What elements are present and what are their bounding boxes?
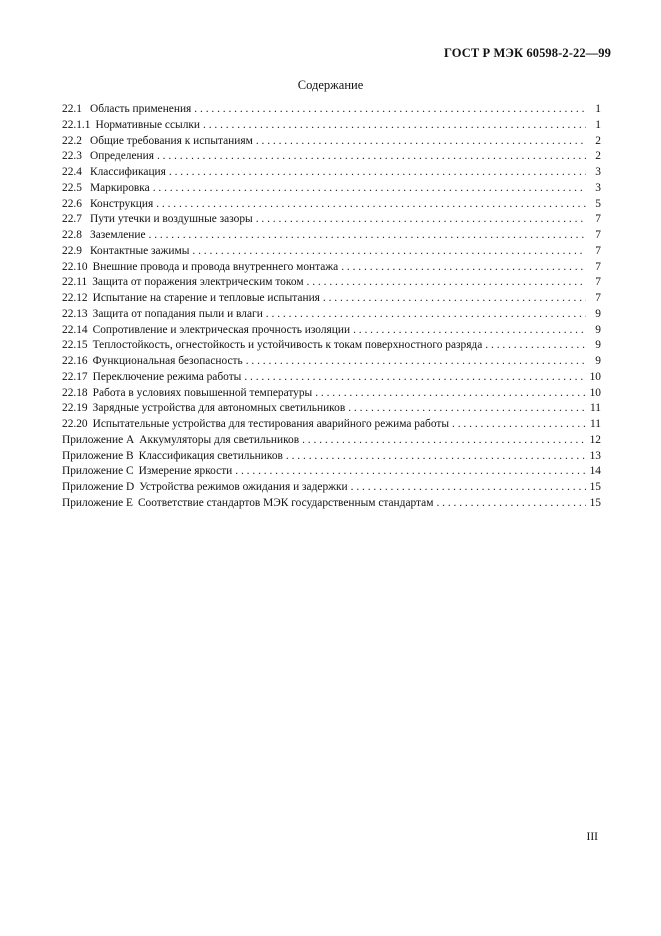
toc-dot-leader bbox=[256, 212, 586, 228]
toc-entry bbox=[62, 260, 601, 276]
toc-entry-title: Испытание на старение и тепловые испытания bbox=[92, 292, 320, 304]
toc-dot-leader bbox=[485, 338, 586, 354]
toc-entry bbox=[62, 197, 601, 213]
toc-dot-leader bbox=[302, 433, 586, 449]
toc-entry-number: 22.17 bbox=[62, 370, 88, 383]
toc-dot-leader bbox=[256, 134, 586, 150]
toc-entry-title: Пути утечки и воздушные зазоры bbox=[90, 213, 253, 226]
toc-dot-leader bbox=[157, 149, 586, 165]
toc-entry-title: Измерение яркости bbox=[138, 465, 233, 478]
toc-entry-title: Теплостойкость, огнестойкость и устойчивость к токам поверхностного разряда bbox=[92, 339, 483, 352]
toc-entry-page: 11 bbox=[590, 402, 601, 415]
toc-dot-leader bbox=[235, 464, 586, 480]
toc-entry-number: 22.3 bbox=[62, 150, 82, 163]
toc-entry-title: Маркировка bbox=[90, 181, 150, 194]
toc-entry-title: Переключение режима работы bbox=[92, 370, 242, 383]
toc-entry-page: 7 bbox=[595, 229, 601, 241]
toc-entry-page: 13 bbox=[589, 449, 601, 462]
toc-dot-leader bbox=[348, 401, 586, 417]
toc-entry-title: Внешние провода и провода внутреннего монтажа bbox=[92, 260, 339, 273]
toc-entry-number: 22.1 bbox=[62, 103, 82, 115]
toc-entry-page: 9 bbox=[595, 339, 601, 352]
toc-entry-number: 22.2 bbox=[62, 134, 82, 147]
toc-dot-leader bbox=[169, 165, 586, 181]
toc-entry-number: 22.19 bbox=[62, 402, 88, 415]
toc-entry-number: Приложение В bbox=[62, 449, 134, 462]
toc-entry-page: 3 bbox=[595, 166, 601, 178]
toc-entry-title: Защита от поражения электрическим током bbox=[92, 276, 304, 289]
toc-entry-number: 22.7 bbox=[62, 213, 82, 226]
toc-entry-page: 1 bbox=[595, 118, 601, 131]
toc-dot-leader bbox=[341, 260, 586, 276]
toc-entry-number: 22.4 bbox=[62, 166, 82, 178]
toc-entry-page: 3 bbox=[595, 181, 601, 194]
toc-entry-page: 7 bbox=[595, 244, 601, 257]
toc-entry-title: Классификация bbox=[90, 166, 166, 178]
toc-entry-title: Функциональная безопасность bbox=[92, 355, 243, 367]
toc-entry-title: Определения bbox=[90, 150, 154, 163]
toc-dot-leader bbox=[149, 228, 586, 244]
toc-entry bbox=[62, 464, 601, 480]
toc-entry-page: 15 bbox=[589, 481, 601, 493]
toc-entry-number: 22.5 bbox=[62, 181, 82, 194]
toc-entry bbox=[62, 228, 601, 244]
toc-entry-page: 5 bbox=[595, 197, 601, 210]
toc-entry-title: Классификация светильников bbox=[138, 449, 283, 462]
toc-entry-number: 22.8 bbox=[62, 229, 82, 241]
toc-entry-title: Испытательные устройства для тестирования аварийного режима работы bbox=[92, 418, 450, 430]
toc-entry-page: 9 bbox=[595, 307, 601, 320]
toc-entry-page: 15 bbox=[589, 496, 601, 509]
toc-dot-leader bbox=[153, 181, 586, 197]
toc-entry-page: 14 bbox=[589, 465, 601, 478]
toc-dot-leader bbox=[192, 244, 586, 260]
toc-dot-leader bbox=[156, 197, 586, 213]
toc-entry-page: 11 bbox=[590, 418, 601, 430]
toc-entry-page: 10 bbox=[589, 370, 601, 383]
toc-entry bbox=[62, 496, 601, 512]
toc-entry-number: 22.14 bbox=[62, 323, 88, 336]
toc-entry-page: 7 bbox=[595, 292, 601, 304]
toc-entry bbox=[62, 307, 601, 323]
toc-dot-leader bbox=[246, 354, 586, 370]
toc-entry-title: Конструкция bbox=[90, 197, 154, 210]
toc-entry-page: 12 bbox=[589, 433, 601, 446]
toc-entry-number: 22.15 bbox=[62, 339, 88, 352]
toc-entry-page: 1 bbox=[595, 103, 601, 115]
toc-entry bbox=[62, 181, 601, 197]
toc-entry-title: Аккумуляторы для светильников bbox=[139, 433, 300, 446]
toc-entry-title: Работа в условиях повышенной температуры bbox=[92, 386, 313, 399]
toc-entry bbox=[62, 480, 601, 496]
toc-entry-title: Защита от попадания пыли и влаги bbox=[92, 307, 263, 320]
toc-entry bbox=[62, 134, 601, 150]
toc-entry bbox=[62, 102, 601, 118]
toc-entry bbox=[62, 323, 601, 339]
toc-entry bbox=[62, 338, 601, 354]
toc-entry-page: 7 bbox=[595, 260, 601, 273]
toc-entry bbox=[62, 275, 601, 291]
toc-entry-page: 2 bbox=[595, 134, 601, 147]
toc-entry-number: 22.12 bbox=[62, 292, 88, 304]
toc-entry-number: 22.10 bbox=[62, 260, 88, 273]
toc-entry-number: 22.13 bbox=[62, 307, 88, 320]
toc-entry-number: 22.20 bbox=[62, 418, 88, 430]
toc-entry bbox=[62, 291, 601, 307]
toc-entry-number: 22.18 bbox=[62, 386, 88, 399]
toc-entry-page: 7 bbox=[595, 276, 601, 289]
toc-entry-number: Приложение D bbox=[62, 481, 135, 493]
document-header-standard: ГОСТ Р МЭК 60598-2-22—99 bbox=[444, 46, 611, 60]
toc-dot-leader bbox=[436, 496, 586, 512]
toc-entry-title: Нормативные ссылки bbox=[95, 118, 201, 131]
toc-entry bbox=[62, 118, 601, 134]
toc-dot-leader bbox=[323, 291, 586, 307]
toc-dot-leader bbox=[266, 307, 586, 323]
toc-entry bbox=[62, 417, 601, 433]
toc-entry bbox=[62, 165, 601, 181]
toc-entry-number: 22.16 bbox=[62, 355, 88, 367]
toc-entry-page: 9 bbox=[595, 355, 601, 367]
toc-entry bbox=[62, 449, 601, 465]
toc-entry-number: Приложение С bbox=[62, 465, 134, 478]
toc-dot-leader bbox=[353, 323, 586, 339]
toc-entry-title: Общие требования к испытаниям bbox=[90, 134, 253, 147]
table-of-contents bbox=[62, 102, 601, 512]
toc-entry-title: Зарядные устройства для автономных светильников bbox=[92, 402, 346, 415]
toc-dot-leader bbox=[307, 275, 586, 291]
toc-entry-page: 10 bbox=[589, 386, 601, 399]
toc-entry bbox=[62, 354, 601, 370]
toc-dot-leader bbox=[315, 386, 586, 402]
toc-entry bbox=[62, 386, 601, 402]
page-number: III bbox=[586, 831, 598, 843]
toc-title: Содержание bbox=[297, 78, 364, 92]
toc-dot-leader bbox=[452, 417, 586, 433]
toc-entry-page: 2 bbox=[595, 150, 601, 163]
toc-dot-leader bbox=[194, 102, 586, 118]
toc-entry-title: Заземление bbox=[90, 229, 146, 241]
toc-entry-title: Соответствие стандартов МЭК государственным стандартам bbox=[137, 496, 434, 509]
toc-entry bbox=[62, 244, 601, 260]
toc-entry-title: Контактные зажимы bbox=[90, 244, 190, 257]
toc-entry-number: 22.1.1 bbox=[62, 118, 91, 131]
toc-dot-leader bbox=[351, 480, 586, 496]
toc-entry-title: Область применения bbox=[90, 103, 192, 115]
toc-entry-title: Устройства режимов ожидания и задержки bbox=[139, 481, 348, 493]
toc-entry bbox=[62, 149, 601, 165]
toc-entry-number: Приложение Е bbox=[62, 496, 133, 509]
toc-entry-number: 22.9 bbox=[62, 244, 82, 257]
toc-entry-number: 22.6 bbox=[62, 197, 82, 210]
toc-entry-title: Сопротивление и электрическая прочность изоляции bbox=[92, 323, 351, 336]
toc-dot-leader bbox=[203, 118, 586, 134]
toc-entry bbox=[62, 433, 601, 449]
toc-entry-number: Приложение А bbox=[62, 433, 135, 446]
toc-entry bbox=[62, 212, 601, 228]
toc-entry-number: 22.11 bbox=[62, 276, 88, 289]
toc-entry bbox=[62, 401, 601, 417]
toc-entry bbox=[62, 370, 601, 386]
toc-dot-leader bbox=[286, 449, 586, 465]
toc-dot-leader bbox=[244, 370, 586, 386]
toc-entry-page: 7 bbox=[595, 213, 601, 226]
toc-entry-page: 9 bbox=[595, 323, 601, 336]
